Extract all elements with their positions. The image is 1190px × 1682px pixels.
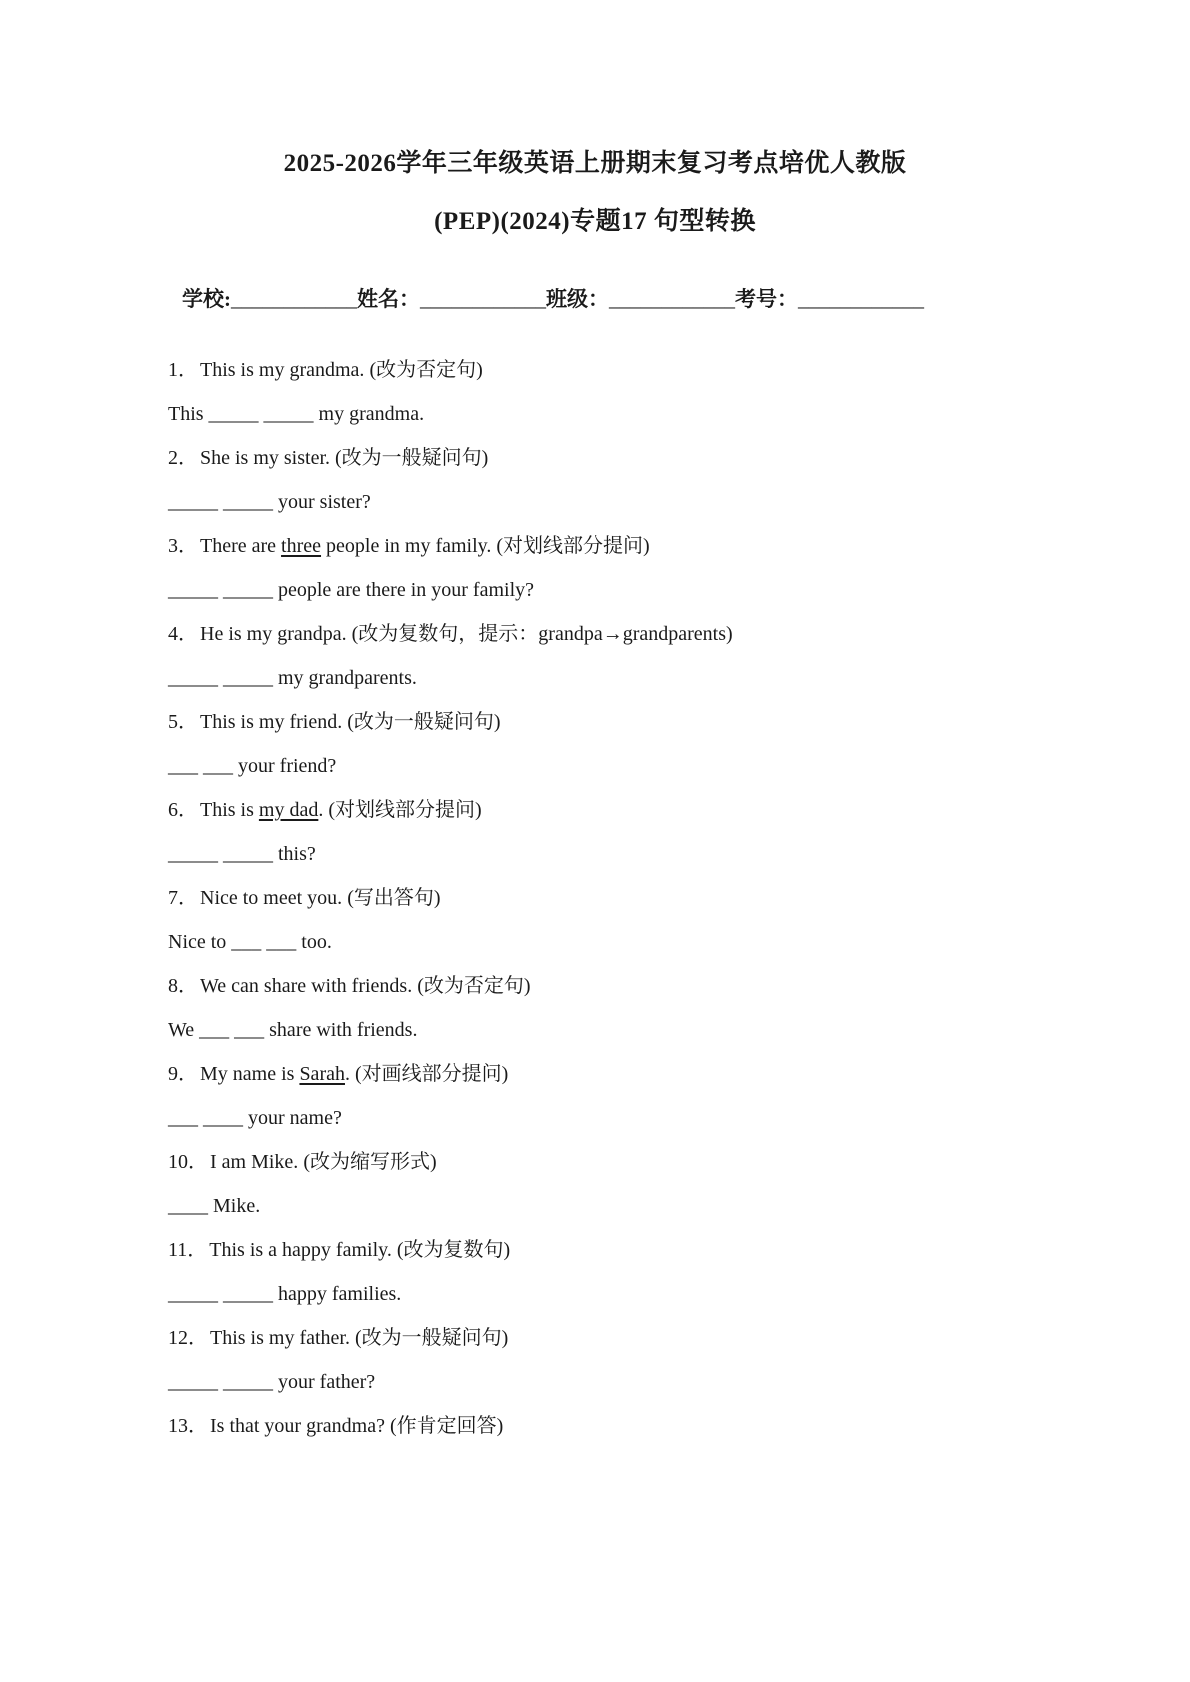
info-blank: ____________ (798, 287, 924, 311)
question-prompt (168, 348, 1130, 392)
document-title-line-1: 2025-2026学年三年级英语上册期末复习考点培优人教版 (283, 150, 907, 177)
answer-line: ___ ___ your friend? (168, 755, 337, 777)
question-number: 8． (168, 975, 198, 997)
prompt-post: (改为一般疑问句) (347, 711, 501, 733)
question-prompt (168, 1316, 1130, 1360)
prompt-underlined: my dad (258, 799, 319, 821)
prompt-post: (改为缩写形式) (303, 1151, 437, 1173)
answer-line: We ___ ___ share with friends. (168, 1019, 418, 1041)
prompt-post: (改为一般疑问句) (354, 1327, 509, 1349)
prompt-pre: We can share with friends. (200, 975, 418, 997)
question-block (168, 1140, 1130, 1228)
question-number: 13． (168, 1415, 208, 1437)
question-number: 5． (168, 711, 198, 733)
question-block (168, 1228, 1130, 1316)
question-prompt (168, 964, 1130, 1008)
info-blank: ____________ (231, 287, 357, 311)
prompt-underlined: Sarah (299, 1063, 345, 1085)
question-block (168, 436, 1130, 524)
question-prompt (168, 436, 1130, 480)
prompt-pre: This is my grandma. (200, 359, 370, 381)
question-prompt (168, 788, 1130, 832)
question-prompt (168, 1052, 1130, 1096)
question-list (168, 348, 1130, 1448)
document-title-line-2: (PEP)(2024)专题17 句型转换 (434, 208, 756, 235)
prompt-pre: This is my father. (210, 1327, 355, 1349)
answer-line: This _____ _____ my grandma. (168, 403, 425, 425)
prompt-post: (作肯定回答) (389, 1415, 504, 1437)
answer-line: _____ _____ your sister? (168, 491, 371, 513)
prompt-post: (改为否定句) (417, 975, 531, 997)
info-label: 姓名： (357, 287, 420, 311)
question-number: 6． (168, 799, 198, 821)
prompt-pre: This is my friend. (200, 711, 348, 733)
question-prompt (168, 1228, 1130, 1272)
student-info-line (182, 284, 1190, 314)
question-block (168, 876, 1130, 964)
question-number: 10． (168, 1151, 208, 1173)
question-block (168, 964, 1130, 1052)
answer-line: _____ _____ your father? (168, 1371, 376, 1393)
answer-line: _____ _____ people are there in your family? (168, 579, 534, 601)
question-block (168, 348, 1130, 436)
question-prompt (168, 524, 1130, 568)
question-number: 7． (168, 887, 198, 909)
question-number: 1． (168, 359, 198, 381)
prompt-post: . (对画线部分提问) (344, 1063, 509, 1085)
prompt-post: (改为复数句) (396, 1239, 511, 1261)
prompt-pre: This is a happy family. (209, 1239, 397, 1261)
answer-line: ___ ____ your name? (168, 1107, 342, 1129)
question-block (168, 1316, 1130, 1404)
question-number: 4． (168, 623, 198, 645)
prompt-pre: There are (200, 535, 282, 557)
info-label: 学校: (182, 287, 231, 311)
question-block (168, 788, 1130, 876)
prompt-post: people in my family. (对划线部分提问) (321, 535, 650, 557)
prompt-post: (改为一般疑问句) (335, 447, 489, 469)
answer-line: Nice to ___ ___ too. (168, 931, 332, 953)
question-block (168, 524, 1130, 612)
answer-line: _____ _____ happy families. (168, 1283, 402, 1305)
question-block (168, 1052, 1130, 1140)
prompt-pre: She is my sister. (200, 447, 336, 469)
info-blank: ____________ (420, 287, 546, 311)
info-label: 班级： (546, 287, 609, 311)
question-prompt (168, 700, 1130, 744)
prompt-post: (写出答句) (347, 887, 441, 909)
question-prompt (168, 1404, 1130, 1448)
prompt-post: . (对划线部分提问) (318, 799, 482, 821)
prompt-underlined: three (281, 535, 322, 557)
prompt-post: (改为否定句) (369, 359, 483, 381)
question-number: 11． (168, 1239, 208, 1261)
prompt-pre: My name is (200, 1063, 300, 1085)
question-number: 12． (168, 1327, 208, 1349)
prompt-pre: Is that your grandma? (210, 1415, 390, 1437)
question-prompt (168, 876, 1130, 920)
question-block (168, 700, 1130, 788)
prompt-pre: This is (200, 799, 259, 821)
question-prompt (168, 1140, 1130, 1184)
prompt-pre: Nice to meet you. (200, 887, 348, 909)
question-number: 2． (168, 447, 198, 469)
question-number: 3． (168, 535, 198, 557)
info-label: 考号： (735, 287, 798, 311)
question-block (168, 1404, 1130, 1448)
question-number: 9． (168, 1063, 198, 1085)
prompt-pre: I am Mike. (210, 1151, 304, 1173)
answer-line: ____ Mike. (168, 1195, 261, 1217)
answer-line: _____ _____ my grandparents. (168, 667, 417, 689)
answer-line: _____ _____ this? (168, 843, 316, 865)
question-prompt (168, 612, 1130, 656)
info-blank: ____________ (609, 287, 735, 311)
question-block (168, 612, 1130, 700)
prompt-pre: He is my grandpa. (200, 623, 352, 645)
prompt-post: (改为复数句，提示：grandpa→grandparents) (351, 623, 733, 645)
